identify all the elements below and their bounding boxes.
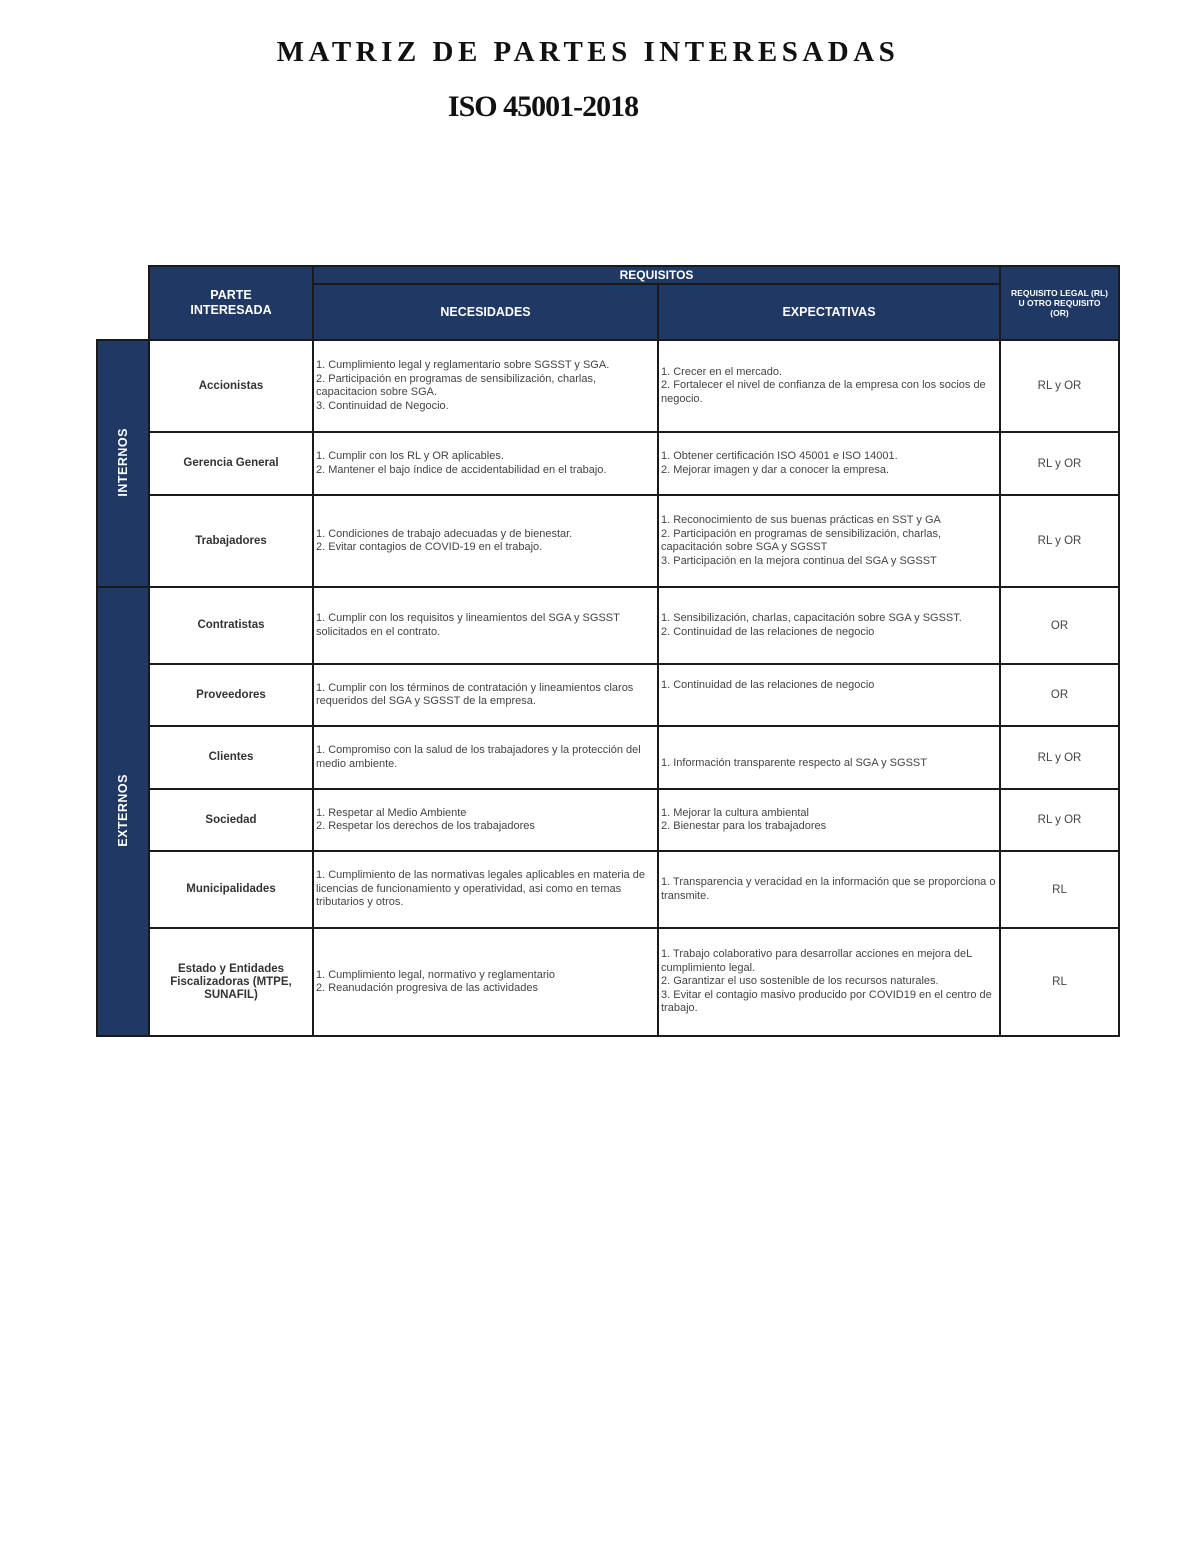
table-row [97, 340, 1119, 432]
header-requisito-legal: REQUISITO LEGAL (RL) U OTRO REQUISITO (OR) [1000, 266, 1119, 340]
header-parte-interesada: PARTE INTERESADA [149, 266, 313, 340]
document-subtitle: ISO 45001-2018 [447, 90, 639, 123]
header-necesidades: NECESIDADES [313, 284, 658, 340]
requisito-cell: RL y OR [1000, 340, 1119, 432]
document-title: MATRIZ DE PARTES INTERESADAS [276, 36, 900, 68]
table-row [97, 851, 1119, 928]
party-name: Contratistas [149, 587, 313, 664]
stakeholder-matrix-table [96, 265, 1120, 1037]
expectativas-cell: 1. Reconocimiento de sus buenas prácticas en SST y GA 2. Participación en programas de sensibilización, charlas, capacitación sobre SGA y SGSST 3. Participación en la mejora continua del SGA y SGSST [658, 495, 1000, 587]
requisito-cell: OR [1000, 587, 1119, 664]
table-row [97, 495, 1119, 587]
table-row [97, 928, 1119, 1036]
expectativas-cell: 1. Crecer en el mercado. 2. Fortalecer el nivel de confianza de la empresa con los socios de negocio. [658, 340, 1000, 432]
expectativas-cell: 1. Transparencia y veracidad en la información que se proporciona o transmite. [658, 851, 1000, 928]
table-row [97, 664, 1119, 726]
header-row-requisitos [97, 266, 1119, 284]
party-name: Clientes [149, 726, 313, 789]
table-row [97, 432, 1119, 495]
requisito-cell: OR [1000, 664, 1119, 726]
table-row [97, 726, 1119, 789]
necesidades-cell: 1. Cumplir con los RL y OR aplicables. 2. Mantener el bajo índice de accidentabilidad en el trabajo. [313, 432, 658, 495]
necesidades-cell: 1. Cumplimiento legal, normativo y reglamentario 2. Reanudación progresiva de las actividades [313, 928, 658, 1036]
party-name: Sociedad [149, 789, 313, 851]
necesidades-cell: 1. Cumplir con los términos de contratación y lineamientos claros requeridos del SGA y SGSST de la empresa. [313, 664, 658, 726]
table-row [97, 587, 1119, 664]
necesidades-cell: 1. Cumplir con los requisitos y lineamientos del SGA y SGSST solicitados en el contrato. [313, 587, 658, 664]
party-name: Trabajadores [149, 495, 313, 587]
expectativas-cell: 1. Información transparente respecto al SGA y SGSST [658, 726, 1000, 789]
expectativas-cell: 1. Trabajo colaborativo para desarrollar acciones en mejora deL cumplimiento legal. 2. Garantizar el uso sostenible de los recursos naturales. 3. Evitar el contagio masivo producido por COVID19 en el centro de trabajo. [658, 928, 1000, 1036]
necesidades-cell: 1. Respetar al Medio Ambiente 2. Respetar los derechos de los trabajadores [313, 789, 658, 851]
group-externos [97, 587, 149, 1036]
group-internos [97, 340, 149, 587]
expectativas-cell: 1. Obtener certificación ISO 45001 e ISO 14001. 2. Mejorar imagen y dar a conocer la empresa. [658, 432, 1000, 495]
expectativas-cell: 1. Mejorar la cultura ambiental 2. Bienestar para los trabajadores [658, 789, 1000, 851]
requisito-cell: RL y OR [1000, 789, 1119, 851]
requisito-cell: RL [1000, 928, 1119, 1036]
party-name: Municipalidades [149, 851, 313, 928]
header-requisitos: REQUISITOS [313, 266, 1000, 284]
table-row [97, 789, 1119, 851]
expectativas-cell: 1. Continuidad de las relaciones de negocio [658, 664, 1000, 726]
requisito-cell: RL y OR [1000, 726, 1119, 789]
necesidades-cell: 1. Condiciones de trabajo adecuadas y de bienestar. 2. Evitar contagios de COVID-19 en el trabajo. [313, 495, 658, 587]
header-expectativas: EXPECTATIVAS [658, 284, 1000, 340]
group-internos-label: INTERNOS [116, 427, 130, 497]
party-name: Estado y Entidades Fiscalizadoras (MTPE, SUNAFIL) [149, 928, 313, 1036]
requisito-cell: RL y OR [1000, 495, 1119, 587]
party-name: Proveedores [149, 664, 313, 726]
necesidades-cell: 1. Cumplimiento de las normativas legales aplicables en materia de licencias de funcionamiento y operatividad, asi como en temas tributarios y otros. [313, 851, 658, 928]
party-name: Gerencia General [149, 432, 313, 495]
group-externos-label: EXTERNOS [116, 773, 130, 847]
requisito-cell: RL [1000, 851, 1119, 928]
expectativas-cell: 1. Sensibilización, charlas, capacitación sobre SGA y SGSST. 2. Continuidad de las relaciones de negocio [658, 587, 1000, 664]
necesidades-cell: 1. Compromiso con la salud de los trabajadores y la protección del medio ambiente. [313, 726, 658, 789]
necesidades-cell: 1. Cumplimiento legal y reglamentario sobre SGSST y SGA. 2. Participación en programas de sensibilización, charlas, capacitacion sobre SGA. 3. Continuidad de Negocio. [313, 340, 658, 432]
corner-blank [97, 266, 149, 340]
party-name: Accionistas [149, 340, 313, 432]
requisito-cell: RL y OR [1000, 432, 1119, 495]
